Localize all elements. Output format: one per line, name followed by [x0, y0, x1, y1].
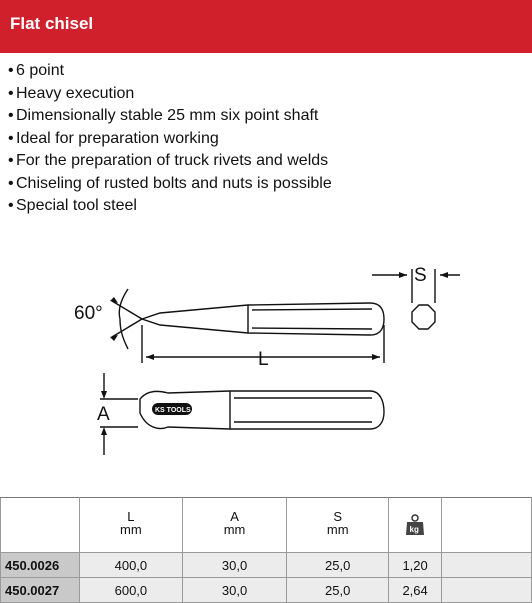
header-width-cell: A mm [183, 498, 287, 553]
product-title: Flat chisel [10, 14, 94, 33]
size-value: 25,0 [287, 553, 389, 578]
specification-table [0, 497, 532, 603]
table-row [1, 578, 532, 603]
width-label: A [97, 404, 110, 425]
length-value: 600,0 [79, 578, 182, 603]
size-value: 25,0 [287, 578, 389, 603]
svg-text:kg: kg [409, 525, 419, 534]
feature-item: • Chiseling of rusted bolts and nuts is possible [8, 174, 332, 192]
table-header-row [1, 498, 532, 553]
weight-value: 1,20 [389, 553, 442, 578]
feature-item: • Special tool steel [8, 197, 137, 214]
feature-item: • Dimensionally stable 25 mm six point shaft [8, 107, 319, 124]
article-number: 450.0027 [1, 578, 80, 603]
size-label: S [414, 265, 427, 286]
width-value: 30,0 [183, 578, 287, 603]
svg-text:KS TOOLS: KS TOOLS [155, 407, 191, 414]
header-empty-cell [441, 498, 531, 553]
width-value: 30,0 [183, 553, 287, 578]
weight-value: 2,64 [389, 578, 442, 603]
header-size-cell: S mm [287, 498, 389, 553]
header-length-cell: L mm [79, 498, 182, 553]
technical-drawing [0, 255, 532, 470]
table-row [1, 553, 532, 578]
feature-item: • Ideal for preparation working [8, 129, 219, 147]
feature-item: • For the preparation of truck rivets and welds [8, 152, 329, 169]
length-label: L [258, 349, 269, 370]
brand-logo [152, 403, 192, 415]
weight-kg-icon [405, 514, 425, 536]
length-value: 400,0 [79, 553, 182, 578]
feature-item: • Heavy execution [8, 84, 135, 102]
feature-item: • 6 point [8, 62, 65, 79]
empty-cell [441, 578, 531, 603]
header-article-cell [1, 498, 80, 553]
angle-label: 60° [74, 303, 103, 324]
article-number: 450.0026 [1, 553, 80, 578]
empty-cell [441, 553, 531, 578]
product-header [0, 0, 532, 53]
feature-list [8, 60, 332, 218]
header-weight-cell [389, 498, 442, 553]
